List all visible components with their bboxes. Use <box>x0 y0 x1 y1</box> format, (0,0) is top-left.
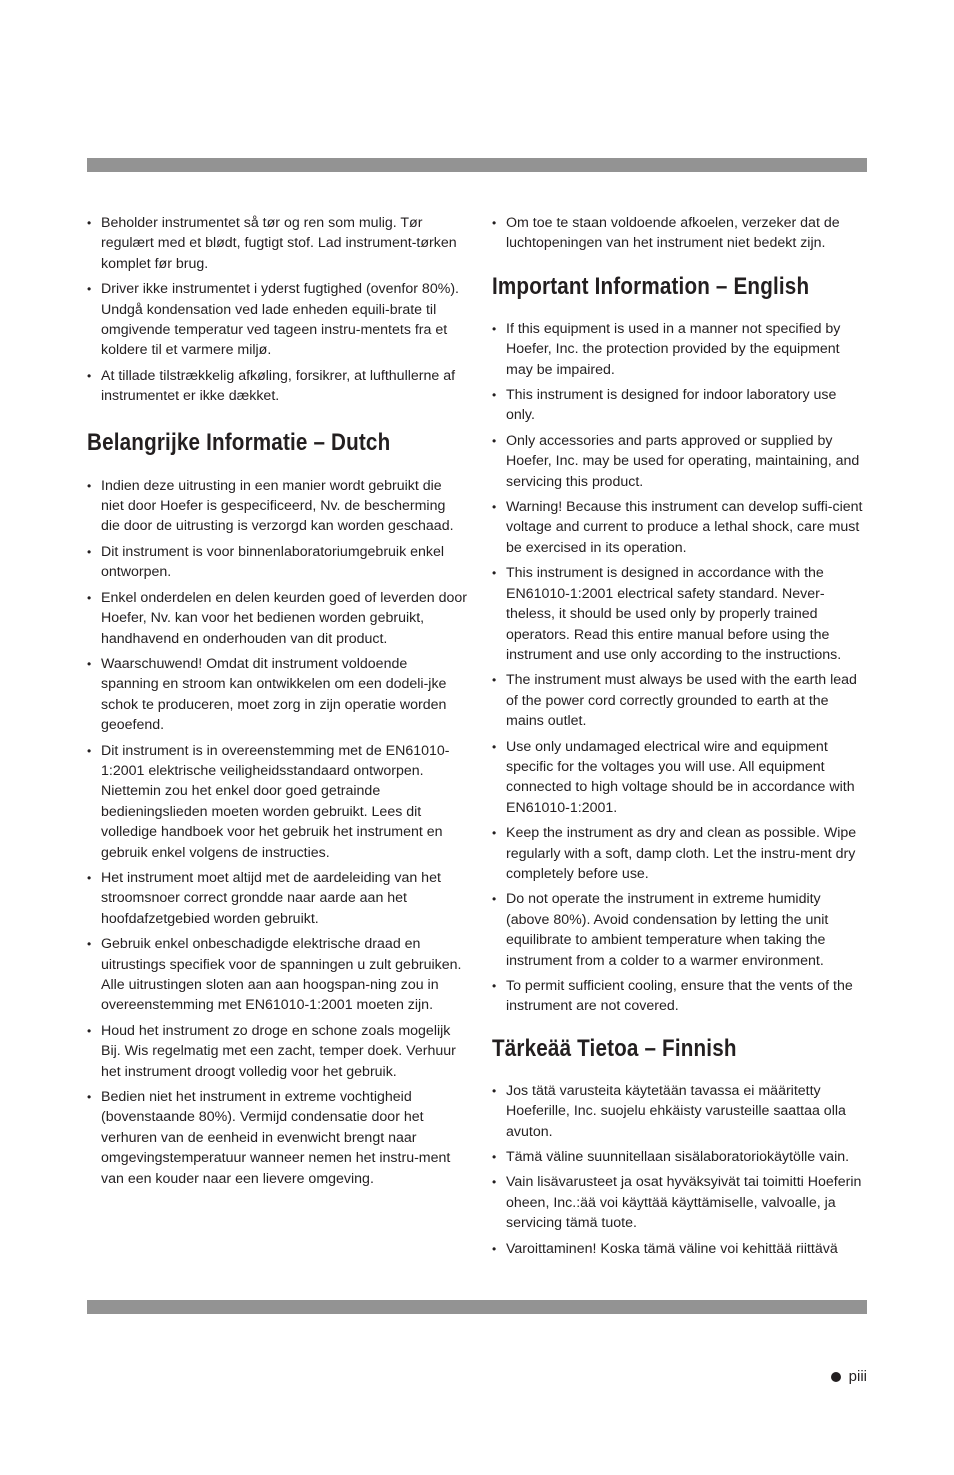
dutch-heading: Belangrijke Informatie – Dutch <box>87 428 391 456</box>
list-item: • Tämä väline suunnitellaan sisälaboratoriokäytölle vain. <box>492 1147 867 1167</box>
list-item: • Waarschuwend! Omdat dit instrument voldoende spanning en stroom kan ontwikkelen om een dodeli-jke schok te produceren, moet zorg in zijn operatie worden geoefend. <box>87 654 467 736</box>
finnish-heading: Tärkeää Tietoa – Finnish <box>492 1034 737 1062</box>
list-item: • Om toe te staan voldoende afkoelen, verzeker dat de luchtopeningen van het instrument niet bedekt zijn. <box>492 213 867 254</box>
list-item: • Varoittaminen! Koska tämä väline voi kehittää riittävä <box>492 1239 867 1259</box>
list-item: • Do not operate the instrument in extreme humidity (above 80%). Avoid condensation by letting the unit equilibrate to ambient temperature when taking the instrument from a colder to a warmer environment. <box>492 889 867 971</box>
list-item: • At tillade tilstrækkelig afkøling, forsikrer, at lufthullerne af instrumentet er ikke dækket. <box>87 366 467 407</box>
list-item: • Vain lisävarusteet ja osat hyväksyivät tai toimitti Hoeferin oheen, Inc.:ää voi käyttää käyttämiselle, valvoalle, ja servicing tämä tuote. <box>492 1172 867 1233</box>
english-list <box>492 319 867 1017</box>
list-item: • This instrument is designed in accordance with the EN61010-1:2001 electrical safety standard. Never-theless, it should be used only by properly trained operators. Read this entire manual before using the instrument and use only according to the instructions. <box>492 563 867 665</box>
list-item: • Keep the instrument as dry and clean as possible. Wipe regularly with a soft, damp cloth. Let the instru-ment dry completely before use. <box>492 823 867 884</box>
right-column <box>492 213 867 1264</box>
finnish-list <box>492 1081 867 1259</box>
list-item: • Only accessories and parts approved or supplied by Hoefer, Inc. may be used for operating, maintaining, and servicing this product. <box>492 431 867 492</box>
left-column <box>87 213 467 1194</box>
list-item: • Bedien niet het instrument in extreme vochtigheid (bovenstaande 80%). Vermijd condensatie door het verhuren van de eenheid in evenwicht brengt naar omgevingstemperatuur wanneer nemen het instru-ment van een kouder naar een lievere omgeving. <box>87 1087 467 1189</box>
list-item: • Dit instrument is in overeenstemming met de EN61010-1:2001 elektrische veiligheidsstandaard ontworpen. Niettemin zou het enkel door goed getrainde bedieningslieden moeten worden gebruikt. Lees dit volledige handboek voor het gebruik het instrument en gebruik enkel volgens de instructies. <box>87 741 467 863</box>
list-item: • Use only undamaged electrical wire and equipment specific for the voltages you will use. All equipment connected to high voltage should be in accordance with EN61010-1:2001. <box>492 737 867 819</box>
list-item: • Beholder instrumentet så tør og ren som mulig. Tør regulært med et blødt, fugtigt stof. Lad instrument-tørken komplet før brug. <box>87 213 467 274</box>
list-item: • If this equipment is used in a manner not specified by Hoefer, Inc. the protection provided by the equipment may be impaired. <box>492 319 867 380</box>
header-rule <box>87 158 867 172</box>
list-item: • Driver ikke instrumentet i yderst fugtighed (ovenfor 80%). Undgå kondensation ved lade enheden equili-brate til omgivende temperatur ved tageen instru-mentets fra et koldere til et varmere miljø. <box>87 279 467 361</box>
list-item: • Enkel onderdelen en delen keurden goed of leverden door Hoefer, Nv. kan voor het bedienen worden gebruikt, handhavend en onderhouden van dit product. <box>87 588 467 649</box>
list-item: • Warning! Because this instrument can develop suffi-cient voltage and current to produce a lethal shock, care must be exercised in its operation. <box>492 497 867 558</box>
page-number: piii <box>848 1368 867 1385</box>
footer-rule <box>87 1300 867 1314</box>
list-item: • To permit sufficient cooling, ensure that the vents of the instrument are not covered. <box>492 976 867 1017</box>
page-folio <box>831 1368 867 1385</box>
list-item: • Het instrument moet altijd met de aardeleiding van het stroomsnoer correct grondde naar aarde aan het hoofdafzetgebied worden gebruikt. <box>87 868 467 929</box>
english-heading: Important Information – English <box>492 272 810 300</box>
danish-continued-list <box>87 213 467 407</box>
dutch-list <box>87 476 467 1189</box>
list-item: • Jos tätä varusteita käytetään tavassa ei määritetty Hoeferille, Inc. suojelu ehkäisty varusteille saattaa olla avuton. <box>492 1081 867 1142</box>
list-item: • Houd het instrument zo droge en schone zoals mogelijk Bij. Wis regelmatig met een zacht, temper doek. Verhuur het instrument droogt volledig voor het gebruik. <box>87 1021 467 1082</box>
bullet-dot-icon <box>831 1372 841 1382</box>
list-item: • Gebruik enkel onbeschadigde elektrische draad en uitrustings specifiek voor de spanningen u zult gebruiken. Alle uitrustingen sloten aan aan hoogspan-ning zou in overeenstemming met EN61010-1:2001 moeten zijn. <box>87 934 467 1016</box>
dutch-continued-list <box>492 213 867 254</box>
list-item: • The instrument must always be used with the earth lead of the power cord correctly grounded to earth at the mains outlet. <box>492 670 867 731</box>
list-item: • Indien deze uitrusting in een manier wordt gebruikt die niet door Hoefer is gespecificeerd, Nv. de bescherming die door de uitrusting is verzorgd kan worden geschaad. <box>87 476 467 537</box>
list-item: • This instrument is designed for indoor laboratory use only. <box>492 385 867 426</box>
list-item: • Dit instrument is voor binnenlaboratoriumgebruik enkel ontworpen. <box>87 542 467 583</box>
